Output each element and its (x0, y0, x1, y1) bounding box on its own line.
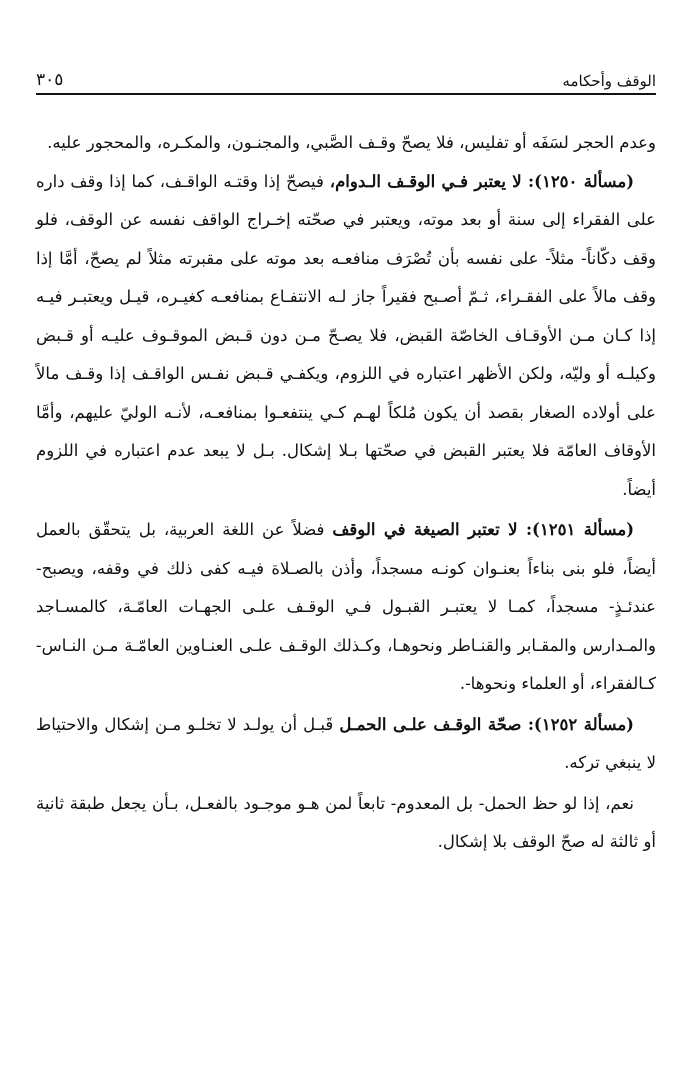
paragraph-issue-1250 (36, 163, 656, 510)
paragraph-issue-1251 (36, 511, 656, 704)
page-number: ٣٠٥ (36, 70, 64, 90)
paragraph-5-text: نعم، إذا لو حظ الحمل- بل المعدوم- تابعاً لمن هـو موجـود بالفعـل، بـأن يجعل طبقة ثانية أو ثالثة له صحّ الوقف بلا إشكال. (36, 793, 656, 851)
book-title: الوقف وأحكامه (562, 72, 656, 90)
issue-1250-heading: (مسألة ١٢٥٠): لا يعتبر فـي الوقـف الـدوام، (329, 171, 634, 191)
paragraph-5 (36, 785, 656, 862)
issue-1251-heading: (مسألة ١٢٥١): لا تعتبر الصيغة في الوقف (332, 520, 635, 539)
running-header (36, 60, 656, 90)
paragraph-1 (36, 124, 656, 163)
issue-1250-text: فيصحّ إذا وقتـه الواقـف، كما إذا وقف داره على الفقراء إلى سنة أو بعد موته، ويعتبر في صحّته إخـراج الواقف نفسه عن الوقف، فلو وقف دكّاناً- مثلاً- على نفسه بأن تُصْرَف منافعـه بعد موته على مقبرته مثلاً لم يصحّ، أمَّا إذا وقف مالاً على الفقـراء، ثـمّ أصـبح فقيراً جاز لـه الانتفـاع بمنافعـه كغيـره، قيـل ويعتبـر فيـه إذا كـان مـن الأوقـاف الخاصّة القبض، فلا يصـحّ مـن دون قـبض الموقـوف عليـه أو قـبض وكيلـه أو وليّه، ولكن الأظهر اعتباره في اللزوم، ويكفـي قـبض نفـس الواقـف إذا وقـف مالاً على أولاده الصغار بقصد أن يكون مُلكاً لهـم كـي ينتفعـوا بمنافعـه، لأنـه الوليّ عليهم، وأمَّا الأوقاف العامّة فلا يعتبر القبض في صحّتها بـلا إشكال. بـل لا يبعد عدم اعتباره في اللزوم أيضاً. (36, 171, 656, 499)
issue-1252-text: قَبـل أن يولـد لا تخلـو مـن إشكال والاحتياط لا ينبغي تركه. (36, 714, 656, 772)
issue-1252-heading: (مسألة ١٢٥٢): صحّة الوقـف علـى الحمـل (339, 714, 634, 734)
paragraph-1-text: وعدم الحجر لسَفَه أو تفليس، فلا يصحّ وقـف الصَّبي، والمجنـون، والمكـره، والمحجور عليه. (47, 133, 656, 152)
body-text (36, 124, 656, 862)
paragraph-issue-1252 (36, 706, 656, 783)
issue-1251-text: فضلاً عن اللغة العربية، بل يتحقّق بالعمل أيضاً، فلو بنى بناءاً بعنـوان كونـه مسجداً، وأذن بالصـلاة فيـه كفى ذلك في وقفه، ويصبح- عندئـذٍ- مسجداً، كمـا لا يعتبـر القبـول فـي الوقـف علـى الجهـات العامّـة، كالمسـاجد والمـدارس والمقـابر والقنـاطر ونحوهـا، وكـذلك الوقـف علـى العنـاوين العامّـة مـن النـاس- كـالفقراء، أو العلماء ونحوها-. (36, 520, 656, 693)
header-divider (36, 93, 656, 95)
